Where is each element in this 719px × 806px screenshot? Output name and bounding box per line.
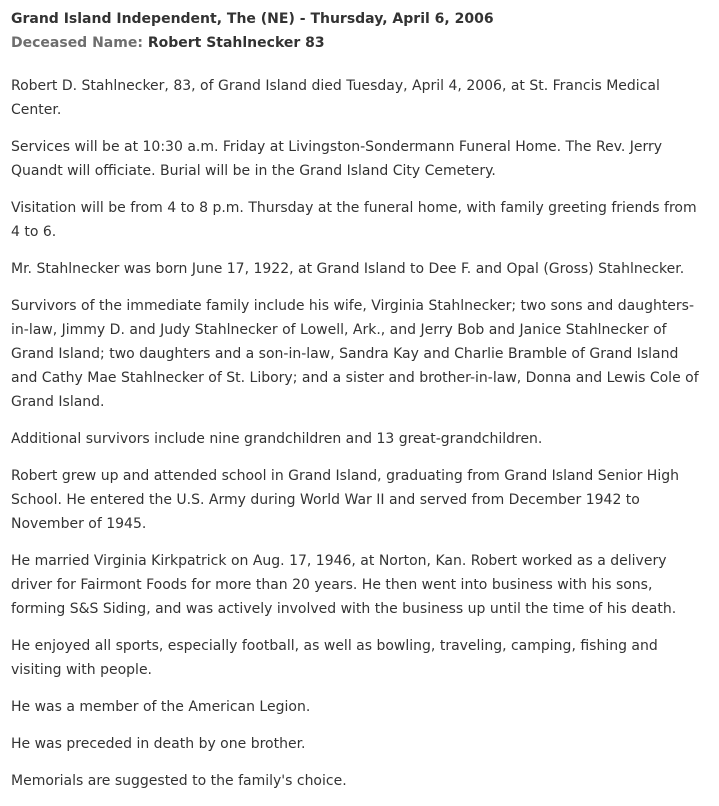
paragraph-10: He was a member of the American Legion. <box>11 699 311 715</box>
paragraph-8: He married Virginia Kirkpatrick on Aug. 17, 1946, at Norton, Kan. Robert worked as a delivery driver for Fairmont Foods for more than 20 years. He then went into business with his sons, forming S&S Siding, and was actively involved with the business up until the time of his death. <box>11 553 677 617</box>
paragraph-5: Survivors of the immediate family include his wife, Virginia Stahlnecker; two sons and daughters-in-law, Jimmy D. and Judy Stahlnecker of Lowell, Ark., and Jerry Bob and Janice Stahlnecker of Grand Island; two daughters and a son-in-law, Sandra Kay and Charlie Bramble of Grand Island and Cathy Mae Stahlnecker of St. Libory; and a sister and brother-in-law, Donna and Lewis Cole of Grand Island. <box>11 298 699 410</box>
paragraph-6: Additional survivors include nine grandchildren and 13 great-grandchildren. <box>11 431 543 447</box>
paragraph-2: Services will be at 10:30 a.m. Friday at Livingston-Sondermann Funeral Home. The Rev. Jerry Quandt will officiate. Burial will be in the Grand Island City Cemetery. <box>11 139 663 179</box>
paragraph-1: Robert D. Stahlnecker, 83, of Grand Island died Tuesday, April 4, 2006, at St. Francis Medical Center. <box>11 78 660 118</box>
paragraph-9: He enjoyed all sports, especially football, as well as bowling, traveling, camping, fishing and visiting with people. <box>11 638 658 678</box>
header-separator: - <box>294 11 311 27</box>
publication-header <box>11 10 708 28</box>
publication-source: Grand Island Independent, The (NE) <box>11 11 295 27</box>
publication-date: Thursday, April 6, 2006 <box>310 11 494 27</box>
paragraph-11: He was preceded in death by one brother. <box>11 736 306 752</box>
obituary-body <box>11 74 708 793</box>
paragraph-3: Visitation will be from 4 to 8 p.m. Thursday at the funeral home, with family greeting friends from 4 to 6. <box>11 200 697 240</box>
deceased-name-label: Deceased Name: <box>11 35 143 51</box>
paragraph-12: Memorials are suggested to the family's choice. <box>11 773 347 789</box>
paragraph-7: Robert grew up and attended school in Grand Island, graduating from Grand Island Senior High School. He entered the U.S. Army during World War II and served from December 1942 to November of 1945. <box>11 468 679 532</box>
deceased-name-value: Robert Stahlnecker 83 <box>147 35 325 51</box>
deceased-name-row <box>11 34 708 52</box>
paragraph-4: Mr. Stahlnecker was born June 17, 1922, at Grand Island to Dee F. and Opal (Gross) Stahlnecker. <box>11 261 685 277</box>
